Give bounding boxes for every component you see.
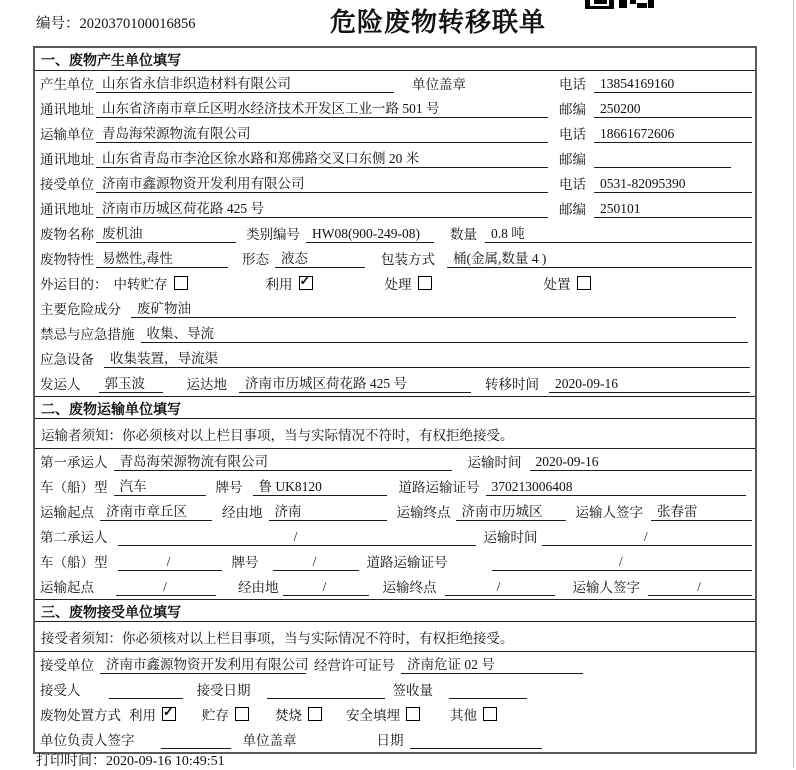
vehicle-type-label: 车（船）型 <box>40 480 108 495</box>
row-shipper <box>35 371 755 396</box>
receiver-address-value: 济南市历城区荷花路 425 号 <box>96 197 548 218</box>
receipt-amount-value <box>449 682 527 699</box>
row-receiver-address <box>35 196 755 221</box>
zip-label: 邮编 <box>559 102 586 117</box>
waste-traits-label: 废物特性 <box>40 252 94 267</box>
vehicle-type-label: 车（船）型 <box>40 555 108 570</box>
category-code-label: 类别编号 <box>246 227 300 242</box>
plate1-value: 鲁 UK8120 <box>253 475 387 496</box>
carrier2-time-value: / <box>542 529 753 546</box>
road-license-label: 道路运输证号 <box>366 555 448 570</box>
route2-from-value: / <box>116 579 216 596</box>
taboo-value: 收集、导流 <box>141 322 749 343</box>
transporter-zip-group <box>559 148 731 168</box>
address-label: 通讯地址 <box>40 202 94 217</box>
permit-value: 济南危证 02 号 <box>401 653 583 674</box>
page-title: 危险废物转移联单 <box>330 8 547 37</box>
row-leader-sign <box>35 727 755 752</box>
receiver-zip-value: 250101 <box>594 201 752 218</box>
quantity-label: 数量 <box>450 227 477 242</box>
disposal-option-use <box>129 704 176 724</box>
checkbox-icon <box>235 707 249 721</box>
phone-label: 电话 <box>559 127 586 142</box>
checkbox-icon <box>577 276 591 290</box>
row-carrier1 <box>35 449 755 474</box>
transport-time-label: 运输时间 <box>483 530 538 545</box>
producer-phone-group <box>559 73 752 93</box>
checkbox-label: 贮存 <box>202 708 229 723</box>
destination-value: 济南市历城区荷花路 425 号 <box>239 372 471 393</box>
disposal-label: 废物处置方式 <box>40 708 121 723</box>
carrier-sign-label: 运输人签字 <box>572 580 640 595</box>
transporter-address-value: 山东省青岛市李沧区徐水路和郑佛路交叉口东侧 20 米 <box>96 147 548 168</box>
checkbox-label: 其他 <box>450 708 477 723</box>
route-via-label: 经由地 <box>238 580 279 595</box>
vehicle2-type-value: / <box>118 554 222 571</box>
checkbox-icon <box>406 707 420 721</box>
producer-phone-value: 13854169160 <box>594 76 752 93</box>
transporter-label: 运输单位 <box>40 127 94 142</box>
disposal-option-burn <box>275 704 322 724</box>
carrier-sign-label: 运输人签字 <box>575 505 643 520</box>
hazard-label: 主要危险成分 <box>40 302 121 317</box>
section2-header: 二、废物运输单位填写 <box>35 396 755 419</box>
permit-label: 经营许可证号 <box>314 658 395 673</box>
row-vehicle1 <box>35 474 755 499</box>
address-label: 通讯地址 <box>40 152 94 167</box>
serial-number <box>36 12 196 33</box>
packing-label: 包装方式 <box>381 252 435 267</box>
carrier1-value: 青岛海荣源物流有限公司 <box>114 450 452 471</box>
taboo-label: 禁忌与应急措施 <box>40 327 135 342</box>
quantity-value: 0.8 吨 <box>485 222 752 243</box>
receiver-phone-value: 0531-82095390 <box>594 176 752 193</box>
row-equipment <box>35 346 755 371</box>
phone-label: 电话 <box>559 177 586 192</box>
print-time-label: 打印时间： <box>36 754 106 769</box>
unit-seal-label: 单位盖章 <box>242 733 297 748</box>
receiver-value: 济南市鑫源物资开发利用有限公司 <box>96 172 548 193</box>
accept-person-value <box>109 682 183 699</box>
checkbox-icon <box>418 276 432 290</box>
row-taboo <box>35 321 755 346</box>
purpose-label: 外运目的： <box>40 277 108 292</box>
route1-sign-value: 张春雷 <box>651 500 752 521</box>
leader-sign-value <box>161 732 231 749</box>
transporter-value: 青岛海荣源物流有限公司 <box>96 122 548 143</box>
row-route2 <box>35 574 755 599</box>
route-from-label: 运输起点 <box>40 505 94 520</box>
route-from-label: 运输起点 <box>40 580 94 595</box>
waste-name-label: 废物名称 <box>40 227 94 242</box>
section1-header: 一、废物产生单位填写 <box>35 48 755 71</box>
road-license-label: 道路运输证号 <box>398 480 480 495</box>
producer-zip-group <box>559 98 752 118</box>
route1-via-value: 济南 <box>269 500 387 521</box>
category-code-value: HW08(900-249-08) <box>306 226 434 243</box>
row-receiver <box>35 171 755 196</box>
checkbox-icon <box>299 276 313 290</box>
window-right-edge <box>793 0 794 768</box>
checkbox-label: 利用 <box>265 277 293 292</box>
row-hazard <box>35 296 755 321</box>
transporter-notice: 运输者须知：你必须核对以上栏目事项，当与实际情况不符时，有权拒绝接受。 <box>35 419 755 449</box>
road-license2-value: / <box>492 554 753 571</box>
sign-date-value <box>410 732 542 749</box>
equipment-label: 应急设备 <box>40 352 94 367</box>
qr-code-fragment <box>585 0 655 9</box>
purpose-option-storage <box>114 273 188 293</box>
row-waste-name <box>35 221 755 246</box>
disposal-option-other <box>450 704 497 724</box>
checkbox-icon <box>162 707 176 721</box>
purpose-option-treat <box>385 273 432 293</box>
route2-to-value: / <box>445 579 555 596</box>
carrier2-label: 第二承运人 <box>40 530 108 545</box>
purpose-option-dispose <box>544 273 591 293</box>
row-disposal <box>35 702 755 727</box>
checkbox-label: 中转贮存 <box>113 277 168 292</box>
plate-label: 牌号 <box>231 555 259 570</box>
phone-label: 电话 <box>559 77 586 92</box>
accept-unit-value: 济南市鑫源物资开发利用有限公司 <box>100 653 306 674</box>
date-label: 日期 <box>376 733 404 748</box>
row-producer <box>35 71 755 96</box>
transport-time-label: 运输时间 <box>467 455 522 470</box>
route2-via-value: / <box>283 579 369 596</box>
producer-zip-value: 250200 <box>594 101 752 118</box>
receiver-phone-group <box>559 173 752 193</box>
leader-sign-label: 单位负责人签字 <box>40 733 135 748</box>
row-accept-person <box>35 677 755 702</box>
print-time <box>36 750 225 770</box>
route-via-label: 经由地 <box>222 505 263 520</box>
row-transporter <box>35 121 755 146</box>
row-transporter-address <box>35 146 755 171</box>
serial-number-value: 2020370100016856 <box>79 16 196 32</box>
row-accept-unit <box>35 652 755 677</box>
accept-date-value <box>267 682 385 699</box>
checkbox-label: 处置 <box>543 277 571 292</box>
form-value: 液态 <box>275 247 365 268</box>
checkbox-label: 处理 <box>384 277 412 292</box>
producer-address-value: 山东省济南市章丘区明水经济技术开发区工业一路 501 号 <box>96 97 548 118</box>
route1-to-value: 济南市历城区 <box>456 500 566 521</box>
route-to-label: 运输终点 <box>382 580 437 595</box>
serial-number-label: 编号： <box>36 16 80 32</box>
waste-name-value: 废机油 <box>96 222 236 243</box>
section3-header: 三、废物接受单位填写 <box>35 599 755 622</box>
row-carrier2 <box>35 524 755 549</box>
receiver-label: 接受单位 <box>40 177 94 192</box>
transporter-zip-value <box>594 151 731 168</box>
checkbox-label: 焚烧 <box>275 708 302 723</box>
shipper-label: 发运人 <box>40 377 81 392</box>
row-route1 <box>35 499 755 524</box>
route2-sign-value: / <box>648 579 752 596</box>
producer-value: 山东省永信非织造材料有限公司 <box>96 72 394 93</box>
hazard-value: 废矿物油 <box>131 297 736 318</box>
plate2-value: / <box>273 554 359 571</box>
checkbox-icon <box>483 707 497 721</box>
transfer-form-table <box>33 46 757 754</box>
checkbox-label: 安全填埋 <box>346 708 400 723</box>
waste-traits-value: 易燃性,毒性 <box>96 247 228 268</box>
form-label: 形态 <box>242 252 269 267</box>
transfer-time-label: 转移时间 <box>485 377 539 392</box>
accept-unit-label: 接受单位 <box>40 658 94 673</box>
checkbox-icon <box>174 276 188 290</box>
carrier2-value: / <box>118 529 476 546</box>
carrier1-time-value: 2020-09-16 <box>530 454 753 471</box>
checkbox-icon <box>308 707 322 721</box>
plate-label: 牌号 <box>215 480 243 495</box>
route-to-label: 运输终点 <box>396 505 451 520</box>
zip-label: 邮编 <box>559 202 586 217</box>
disposal-option-landfill <box>346 704 420 724</box>
producer-label: 产生单位 <box>40 77 94 92</box>
checkbox-label: 利用 <box>129 708 156 723</box>
receipt-amount-label: 签收量 <box>392 683 433 698</box>
equipment-value: 收集装置，导流渠 <box>104 347 750 368</box>
row-vehicle2 <box>35 549 755 574</box>
packing-value: 桶(金属,数量 4 ) <box>447 247 752 268</box>
address-label: 通讯地址 <box>40 102 94 117</box>
destination-label: 运达地 <box>186 377 227 392</box>
print-time-value: 2020-09-16 10:49:51 <box>106 754 225 769</box>
route1-from-value: 济南市章丘区 <box>100 500 212 521</box>
accept-date-label: 接受日期 <box>196 683 251 698</box>
row-waste-traits <box>35 246 755 271</box>
vehicle1-type-value: 汽车 <box>114 475 206 496</box>
zip-label: 邮编 <box>559 152 586 167</box>
road-license1-value: 370213006408 <box>486 479 747 496</box>
accept-person-label: 接受人 <box>40 683 81 698</box>
shipper-value: 郭玉波 <box>99 372 163 393</box>
seal-label: 单位盖章 <box>412 77 466 92</box>
row-purpose <box>35 271 755 296</box>
carrier1-label: 第一承运人 <box>40 455 108 470</box>
transfer-time-value: 2020-09-16 <box>549 376 750 393</box>
disposal-option-storage <box>202 704 249 724</box>
transporter-phone-value: 18661672606 <box>594 126 752 143</box>
row-producer-address <box>35 96 755 121</box>
purpose-option-use <box>266 273 313 293</box>
receiver-zip-group <box>559 198 752 218</box>
transporter-phone-group <box>559 123 752 143</box>
receiver-notice: 接受者须知：你必须核对以上栏目事项，当与实际情况不符时，有权拒绝接受。 <box>35 622 755 652</box>
